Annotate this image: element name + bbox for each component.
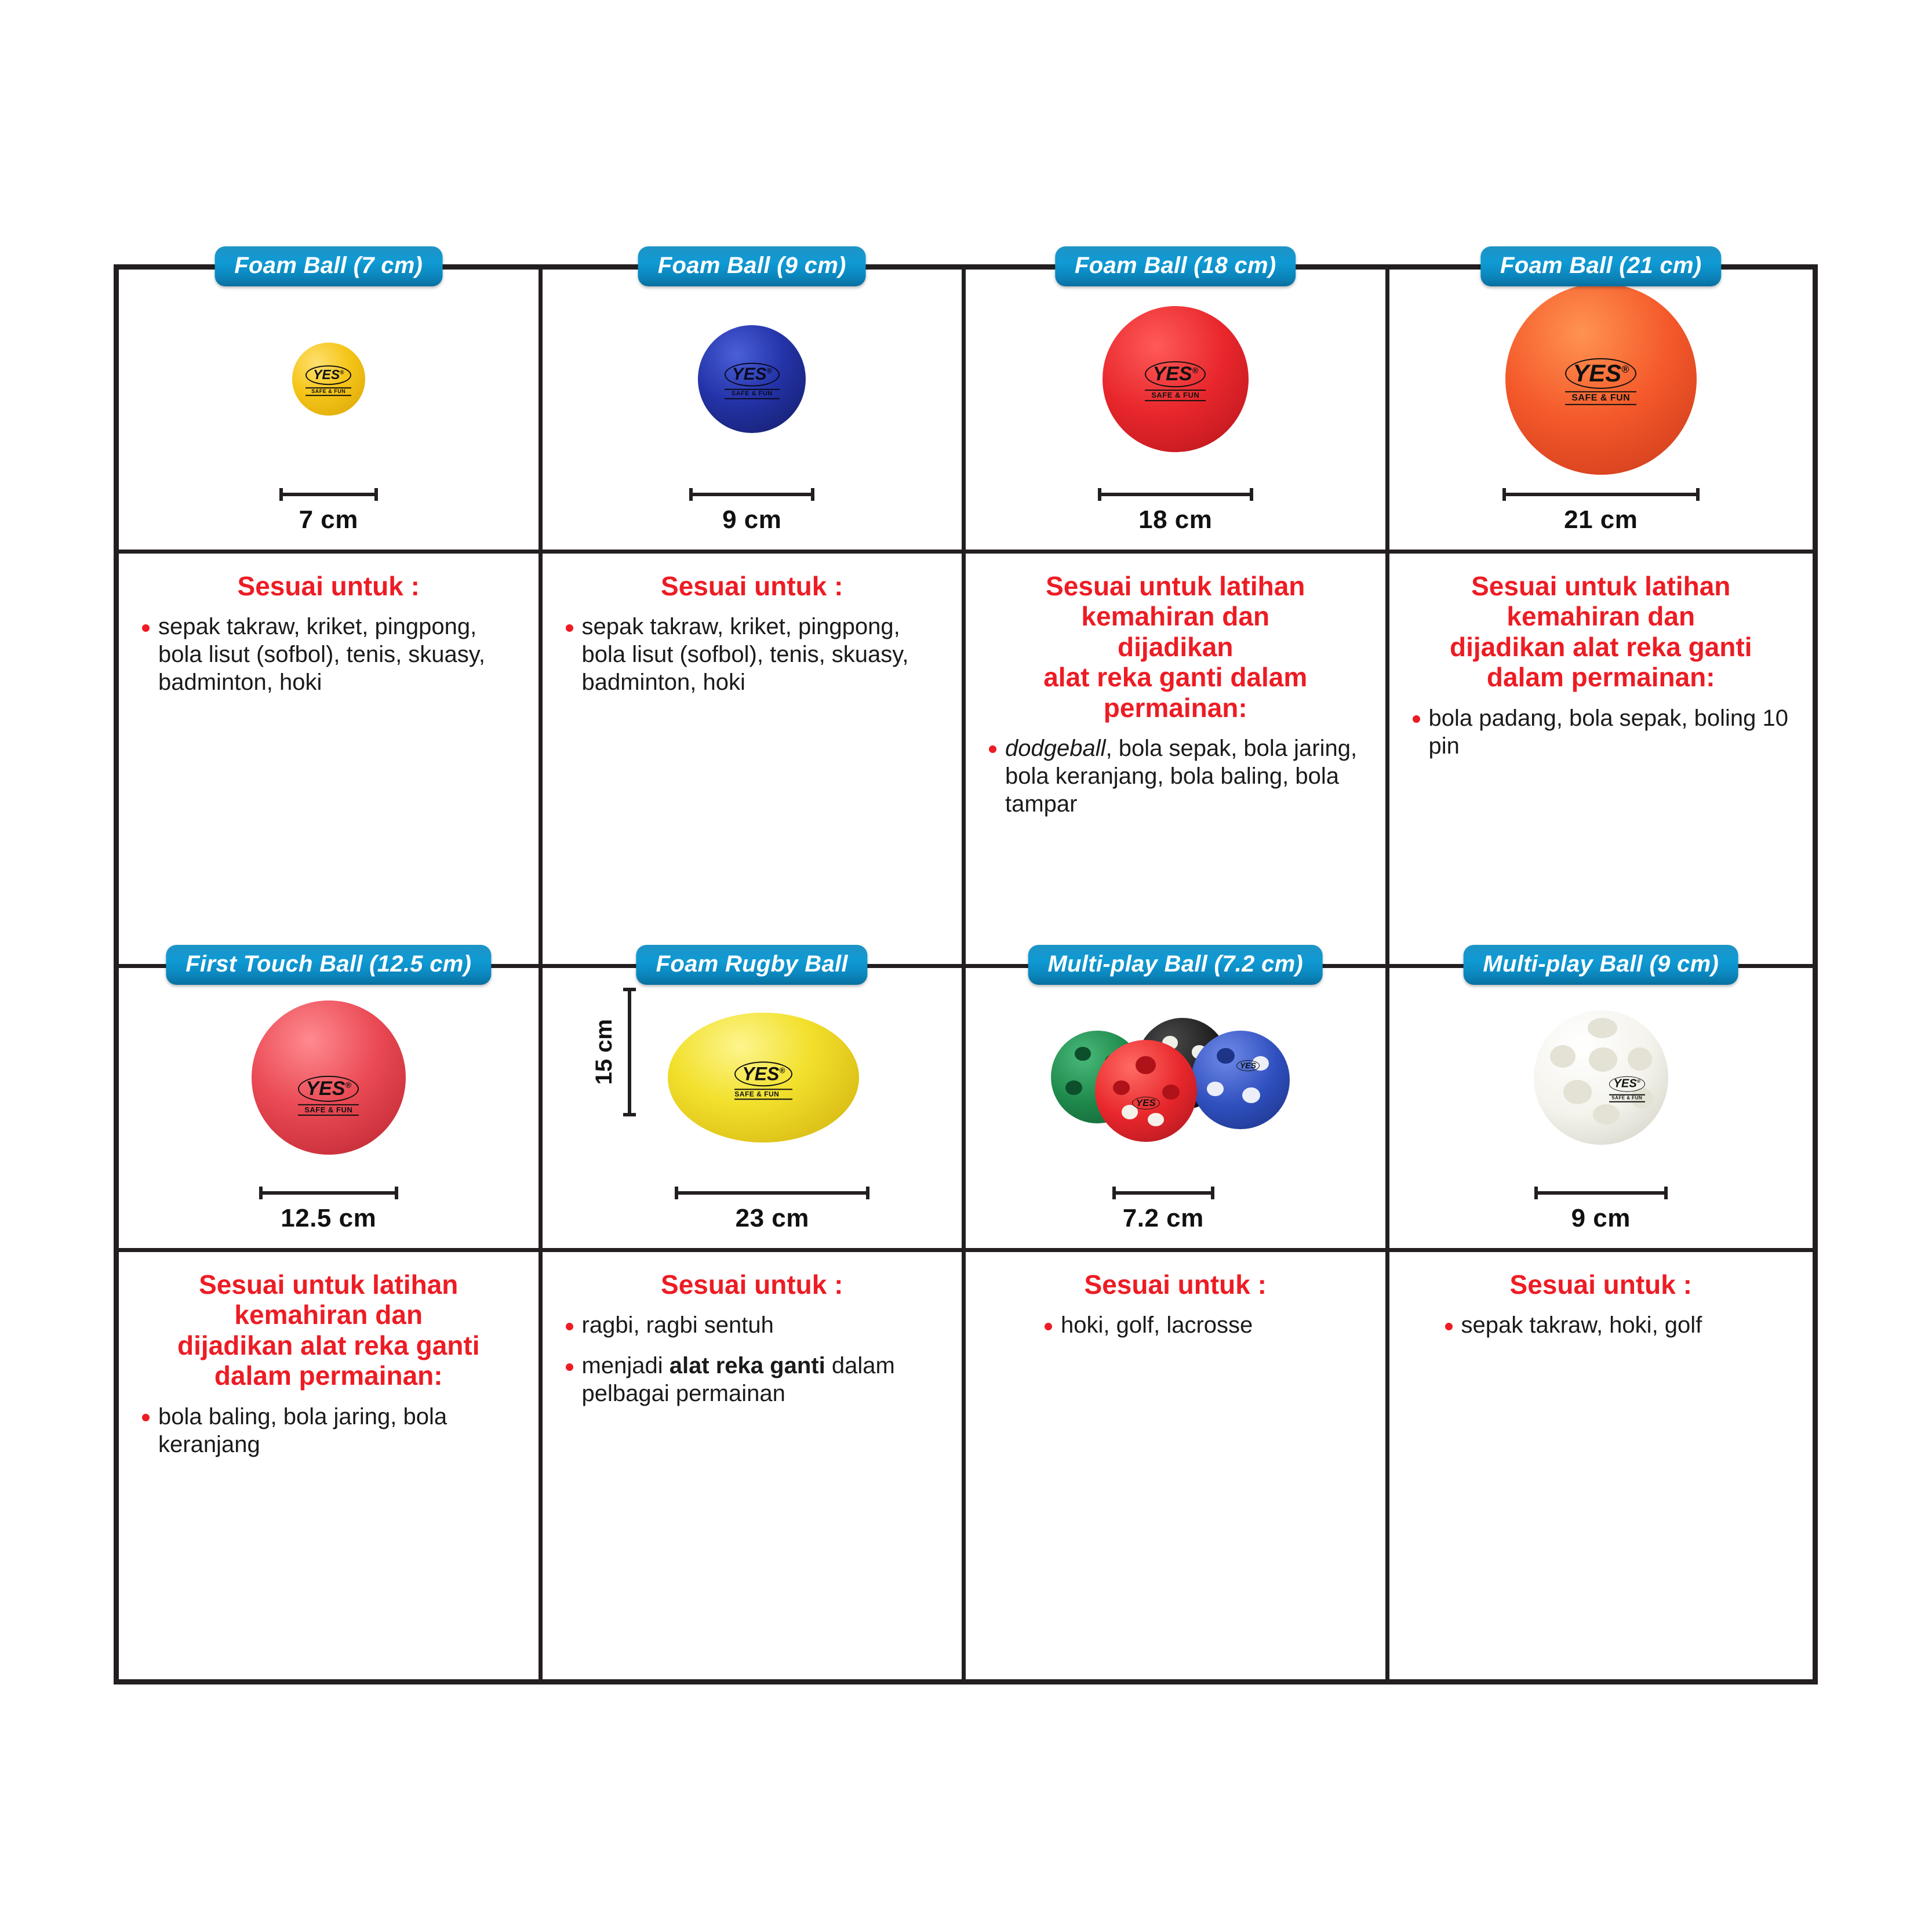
yes-logo-icon: YES®	[1565, 358, 1636, 389]
dimension-foam-ball-18	[1098, 488, 1253, 534]
safe-and-fun-text: SAFE & FUN	[1145, 390, 1206, 401]
safe-and-fun-text: SAFE & FUN	[305, 387, 351, 396]
usage-list	[985, 734, 1366, 818]
dimension-label: 23 cm	[735, 1204, 809, 1232]
dodgeball-term: dodgeball	[1005, 736, 1106, 762]
dimension-multi-play-7-2	[1112, 1187, 1214, 1233]
safe-and-fun-text: SAFE & FUN	[734, 1089, 792, 1100]
ball-row	[966, 968, 1385, 1187]
product-title-foam-ball-18: Foam Ball (18 cm)	[1055, 246, 1296, 286]
ball-row	[543, 270, 962, 488]
foam-ball-7-image	[292, 343, 365, 416]
dimension-foam-ball-21	[1502, 488, 1700, 534]
image-area	[966, 968, 1385, 1248]
safe-and-fun-text: SAFE & FUN	[1565, 391, 1636, 405]
dimension-label: 21 cm	[1564, 505, 1638, 534]
dimension-label: 7.2 cm	[1122, 1204, 1204, 1232]
product-image-cell-multi-play-9	[1389, 951, 1813, 1252]
list-item: menjadi alat reka ganti dalam pelbagai permainan	[562, 1352, 943, 1407]
usage-list	[985, 1311, 1366, 1339]
product-title-foam-ball-9: Foam Ball (9 cm)	[638, 246, 866, 286]
list-item: hoki, golf, lacrosse	[1041, 1311, 1366, 1339]
section-heading: Sesuai untuk :	[1084, 1269, 1267, 1300]
ball-row	[1389, 968, 1813, 1187]
product-text-cell-foam-ball-7	[119, 554, 543, 968]
usage-list	[1409, 1311, 1793, 1339]
section-heading: Sesuai untuk :	[237, 571, 420, 601]
product-image-cell-foam-ball-9	[543, 253, 966, 554]
section-heading: Sesuai untuk :	[1509, 1269, 1692, 1300]
ball-row	[119, 270, 539, 488]
product-title-multi-play-7-2: Multi-play Ball (7.2 cm)	[1028, 945, 1323, 985]
section-heading: Sesuai untuk latihan kemahiran dan dijadikan alat reka ganti dalam permainan:	[1043, 571, 1308, 723]
product-image-cell-multi-play-7-2	[966, 951, 1389, 1252]
yes-logo-icon: YES®	[298, 1076, 359, 1102]
multi-play-ball-blue	[1191, 1031, 1290, 1129]
product-title-foam-ball-21: Foam Ball (21 cm)	[1480, 246, 1721, 286]
foam-ball-21-image	[1505, 283, 1697, 475]
product-text-cell-foam-ball-18	[966, 554, 1389, 968]
product-title-foam-ball-7: Foam Ball (7 cm)	[214, 246, 442, 286]
dimension-label: 18 cm	[1138, 505, 1213, 534]
usage-list	[562, 613, 943, 696]
image-area	[119, 968, 539, 1248]
image-area	[1389, 968, 1813, 1248]
product-grid	[114, 253, 1818, 1684]
product-text-cell-first-touch-ball	[119, 1252, 543, 1679]
ball-row	[119, 968, 539, 1187]
section-heading: Sesuai untuk :	[661, 571, 843, 601]
list-item: sepak takraw, kriket, pingpong, bola lisut (sofbol), tenis, skuasy, badminton, hoki	[562, 613, 943, 696]
ball-row	[1389, 270, 1813, 488]
usage-list	[562, 1311, 943, 1407]
yes-logo-icon: YES®	[734, 1061, 792, 1086]
safe-and-fun-text: SAFE & FUN	[298, 1104, 359, 1116]
multi-play-ball-cluster	[1045, 1005, 1306, 1150]
product-image-cell-foam-ball-21	[1389, 253, 1813, 554]
dimension-first-touch-ball	[259, 1187, 398, 1233]
yes-logo-icon: YES®	[305, 365, 351, 385]
product-text-cell-foam-ball-21	[1389, 554, 1813, 968]
image-area	[966, 270, 1385, 550]
foam-rugby-ball-image	[668, 1013, 859, 1143]
list-item: ragbi, ragbi sentuh	[562, 1311, 943, 1339]
dimension-foam-ball-9	[689, 488, 814, 534]
foam-ball-9-image	[698, 325, 806, 433]
product-text-cell-multi-play-9	[1389, 1252, 1813, 1679]
image-area	[543, 270, 962, 550]
dimension-label: 9 cm	[1571, 1204, 1631, 1232]
usage-list	[1409, 704, 1793, 760]
dimension-vertical-foam-rugby-ball	[591, 988, 636, 1116]
product-text-cell-multi-play-7-2	[966, 1252, 1389, 1679]
list-item: bola padang, bola sepak, boling 10 pin	[1409, 704, 1793, 760]
image-area	[1389, 270, 1813, 550]
dimension-label: 12.5 cm	[281, 1204, 377, 1232]
usage-list	[139, 1403, 519, 1458]
product-image-cell-first-touch-ball	[119, 951, 543, 1252]
product-title-foam-rugby-ball: Foam Rugby Ball	[636, 945, 868, 985]
product-text-cell-foam-ball-9	[543, 554, 966, 968]
product-image-cell-foam-rugby-ball	[543, 951, 966, 1252]
emphasis-text: alat reka ganti	[669, 1353, 825, 1379]
yes-logo-icon: YES®	[725, 363, 780, 387]
section-heading: Sesuai untuk latihan kemahiran dan dijadikan alat reka ganti dalam permainan:	[1449, 571, 1752, 693]
yes-logo-icon: YES	[1132, 1097, 1160, 1109]
ball-row	[543, 968, 962, 1187]
image-area	[543, 968, 962, 1248]
list-item: sepak takraw, hoki, golf	[1442, 1311, 1793, 1339]
dimension-vertical-label: 15 cm	[591, 1019, 617, 1085]
list-item: sepak takraw, kriket, pingpong, bola lisut (sofbol), tenis, skuasy, badminton, hoki	[139, 613, 519, 696]
list-item: dodgeball, bola sepak, bola jaring, bola keranjang, bola baling, bola tampar	[985, 734, 1366, 818]
section-heading: Sesuai untuk latihan kemahiran dan dijadikan alat reka ganti dalam permainan:	[177, 1269, 480, 1391]
product-image-cell-foam-ball-7	[119, 253, 543, 554]
yes-logo-icon: YES®	[1145, 361, 1206, 387]
dimension-foam-rugby-ball	[675, 1187, 869, 1233]
product-image-cell-foam-ball-18	[966, 253, 1389, 554]
dimension-label: 9 cm	[722, 505, 782, 534]
ball-row	[966, 270, 1385, 488]
list-item: bola baling, bola jaring, bola keranjang	[139, 1403, 519, 1458]
first-touch-ball-image	[252, 1000, 406, 1155]
yes-logo-icon: YES	[1236, 1060, 1260, 1071]
product-text-cell-foam-rugby-ball	[543, 1252, 966, 1679]
multi-play-ball-red	[1095, 1040, 1197, 1142]
product-title-first-touch-ball: First Touch Ball (12.5 cm)	[166, 945, 491, 985]
image-area	[119, 270, 539, 550]
safe-and-fun-text: SAFE & FUN	[1609, 1094, 1645, 1103]
foam-ball-18-image	[1103, 306, 1249, 452]
dimension-label: 7 cm	[299, 505, 358, 534]
safe-and-fun-text: SAFE & FUN	[725, 389, 780, 399]
dimension-foam-ball-7	[279, 488, 378, 534]
dimension-multi-play-9	[1534, 1187, 1668, 1233]
usage-list	[139, 613, 519, 696]
yes-logo-icon: YES®	[1609, 1076, 1645, 1092]
section-heading: Sesuai untuk :	[661, 1269, 843, 1300]
multi-play-ball-white-image	[1534, 1010, 1668, 1145]
product-title-multi-play-9: Multi-play Ball (9 cm)	[1463, 945, 1738, 985]
